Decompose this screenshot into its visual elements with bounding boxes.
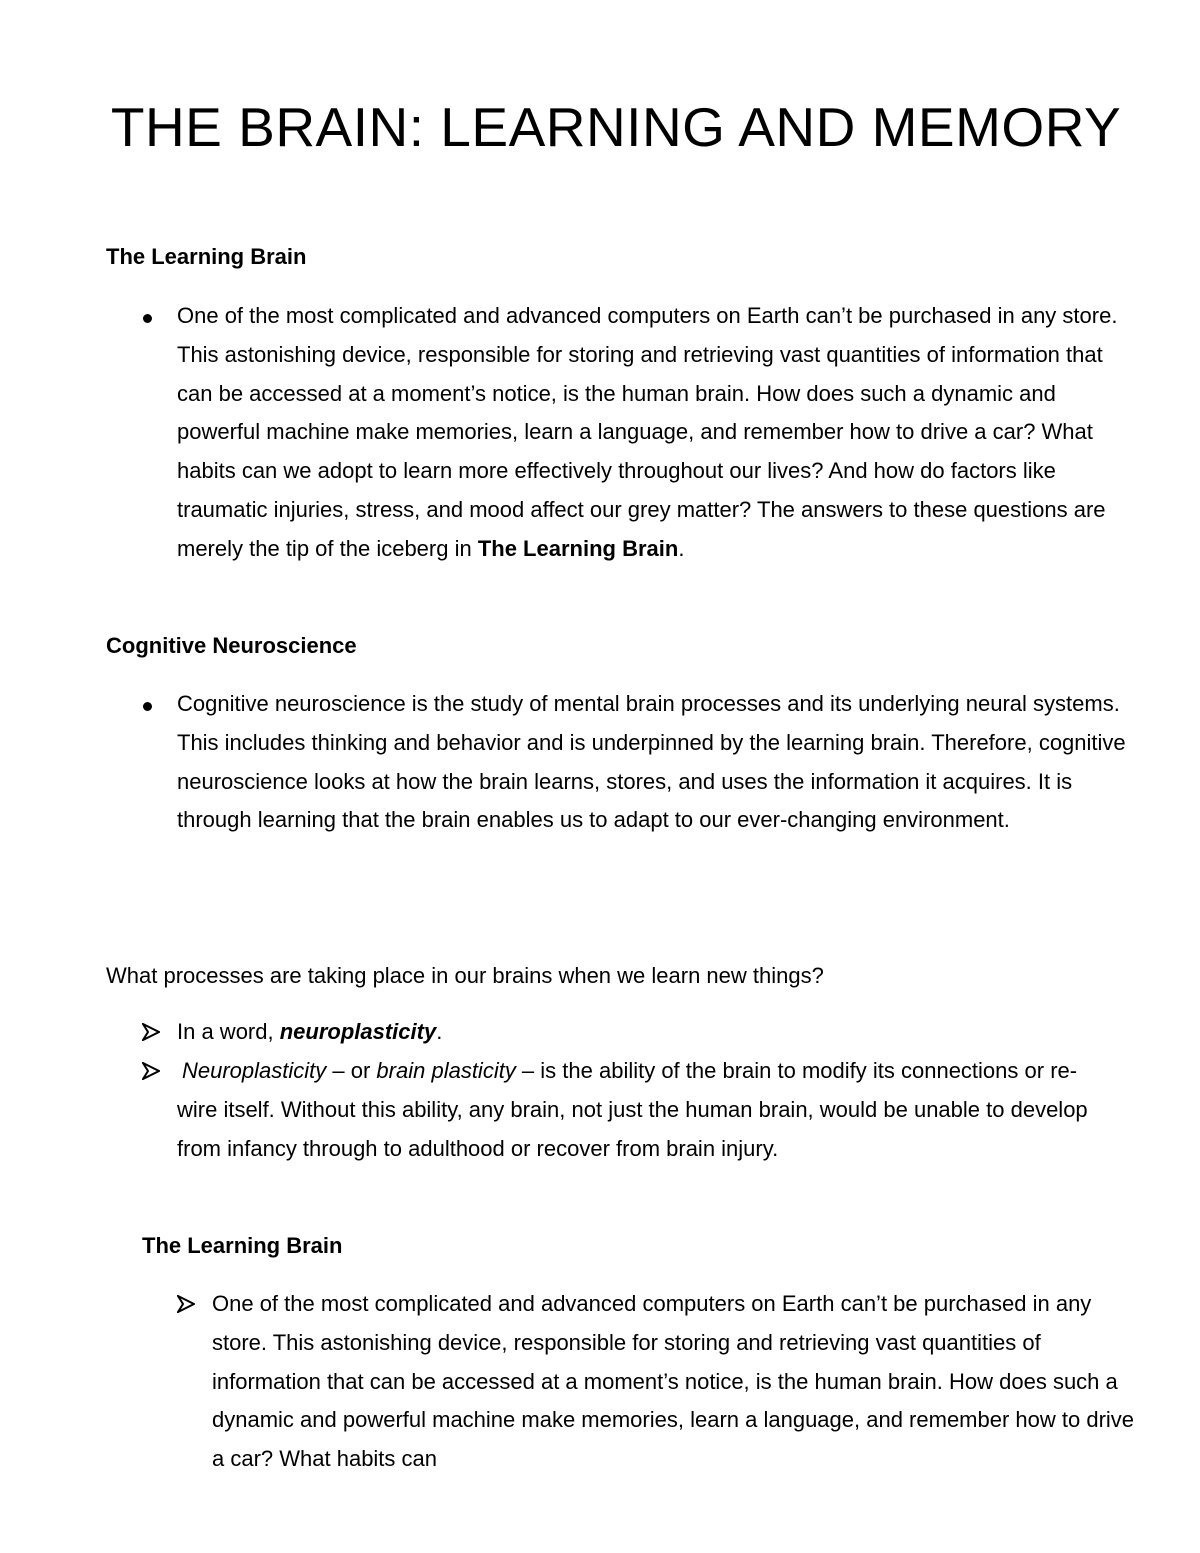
definition-text: – is the ability of the brain to modify its connections or re-wire itself. Without this ability, any brain, not just the human brain, would be unable to develop from infancy through to adulthood or recover from brain injury.: [177, 1058, 1088, 1161]
question-paragraph: What processes are taking place in our brains when we learn new things?: [106, 963, 824, 988]
emphasis-term: neuroplasticity: [279, 1019, 437, 1044]
section-heading-cognitive-neuroscience: Cognitive Neuroscience: [106, 633, 357, 658]
section-heading-learning-brain-repeat: The Learning Brain: [142, 1233, 343, 1258]
term-brain-plasticity: brain plasticity: [376, 1058, 516, 1083]
page-title: THE BRAIN: LEARNING AND MEMORY: [110, 96, 1122, 158]
arrow-item-neuroplasticity: [177, 1013, 1137, 1052]
arrowhead-bullet-icon: [177, 1295, 195, 1313]
bullet-text-end: .: [678, 535, 685, 561]
section-heading-learning-brain: The Learning Brain: [106, 244, 307, 269]
round-bullet-icon: [143, 702, 152, 711]
bold-phrase: The Learning Brain: [477, 535, 679, 561]
bullet-text: One of the most complicated and advanced computers on Earth can’t be purchased in any store. This astonishing device, responsible for storing and retrieving vast quantities of information that can be accessed at a moment’s notice, is the human brain. How does such a dynamic and powerful machine make memories, learn a language, and remember how to drive a car? What habits can we adopt to learn more effectively throughout our lives? And how do factors like traumatic injuries, stress, and mood affect our grey matter? The answers to these questions are merely the tip of the iceberg in: [177, 303, 1118, 561]
arrow-item-text: In a word,: [177, 1019, 280, 1044]
arrow-item-learning-brain: One of the most complicated and advanced computers on Earth can’t be purchased in any store. This astonishing device, responsible for storing and retrieving vast quantities of information that can be accessed at a moment’s notice, is the human brain. How does such a dynamic and powerful machine make memories, learn a language, and remember how to drive a car? What habits can: [212, 1291, 1135, 1471]
arrow-item-end: .: [436, 1019, 443, 1044]
arrowhead-bullet-icon: [142, 1023, 160, 1041]
bullet-paragraph-learning-brain: [177, 297, 1137, 568]
arrow-item-definition: [177, 1052, 1117, 1168]
separator-text: – or: [326, 1058, 377, 1083]
arrowhead-bullet-icon: [142, 1062, 160, 1080]
term-neuroplasticity: Neuroplasticity: [182, 1058, 327, 1083]
round-bullet-icon: [143, 314, 152, 323]
bullet-paragraph-cognitive-neuroscience: Cognitive neuroscience is the study of mental brain processes and its underlying neural systems. This includes thinking and behavior and is underpinned by the learning brain. Therefore, cognitive neuroscience looks at how the brain learns, stores, and uses the information it acquires. It is through learning that the brain enables us to adapt to our ever-changing environment.: [177, 691, 1126, 833]
